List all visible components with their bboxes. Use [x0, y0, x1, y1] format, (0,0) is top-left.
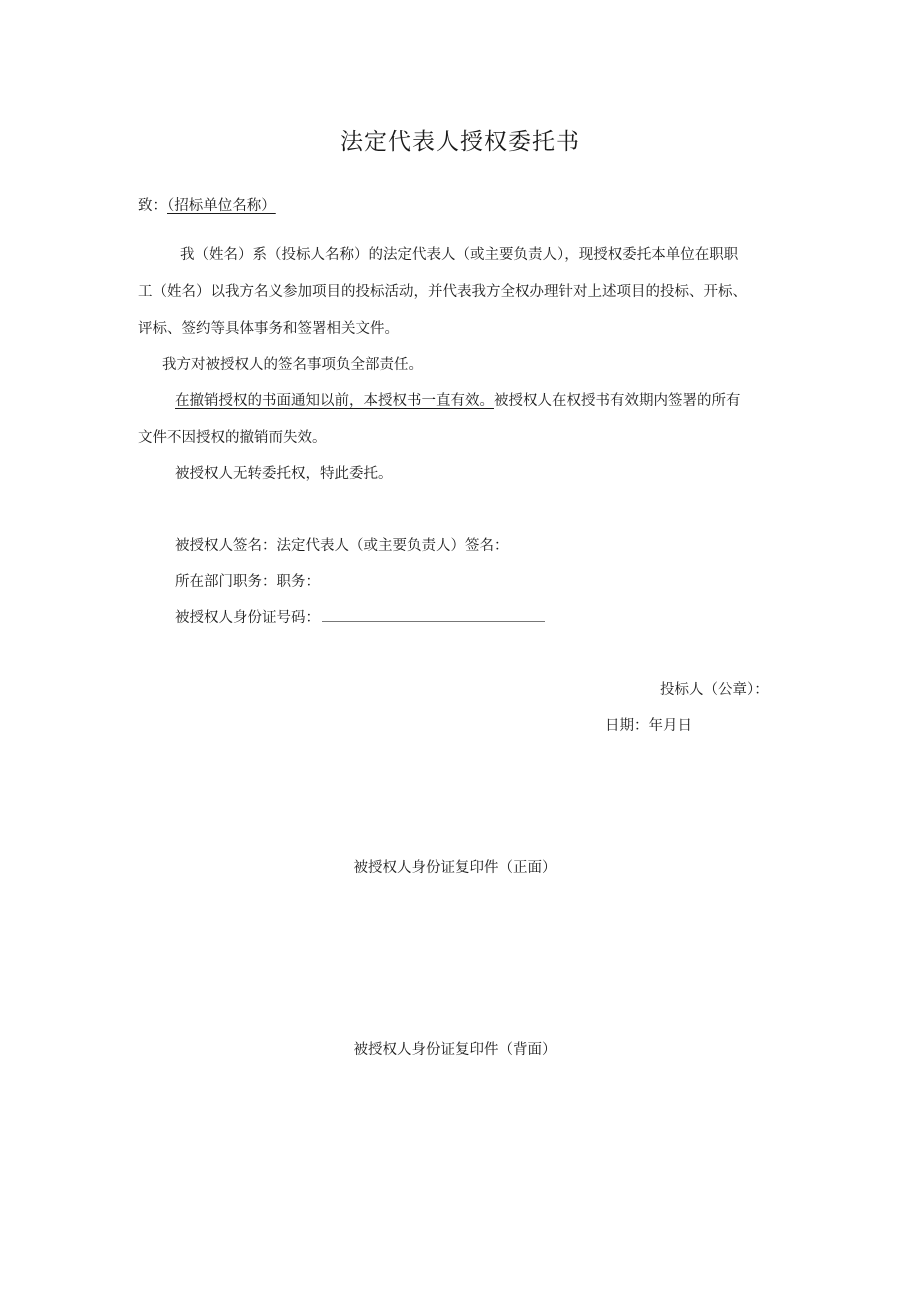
paragraph-1-line-1: 我（姓名）系（投标人名称）的法定代表人（或主要负责人），现授权委托本单位在职职 [180, 247, 739, 263]
addressee-label: 致： [138, 198, 167, 214]
id-number-label: 被授权人身份证号码： [175, 610, 320, 626]
department-line: 所在部门职务：职务： [175, 574, 320, 590]
addressee-line [138, 194, 276, 215]
addressee-value: （招标单位名称） [167, 198, 276, 214]
validity-clause: 在撤销授权的书面通知以前，本授权书一直有效。 [175, 393, 494, 409]
paragraph-3-line-2: 文件不因授权的撤销而失效。 [138, 430, 327, 446]
date-line: 日期：年月日 [605, 718, 692, 734]
paragraph-4: 被授权人无转委托权，特此委托。 [175, 466, 393, 482]
id-number-blank [322, 620, 545, 622]
signatures-line: 被授权人签名：法定代表人（或主要负责人）签名： [175, 538, 509, 554]
paragraph-1-line-3: 评标、签约等具体事务和签署相关文件。 [138, 321, 399, 337]
id-back-caption: 被授权人身份证复印件（背面） [353, 1042, 557, 1058]
bidder-seal-line: 投标人（公章）： [660, 682, 769, 698]
id-front-caption: 被授权人身份证复印件（正面） [353, 860, 557, 876]
document-title: 法定代表人授权委托书 [340, 129, 580, 155]
paragraph-2: 我方对被授权人的签名事项负全部责任。 [162, 357, 423, 373]
paragraph-1-line-2: 工（姓名）以我方名义参加项目的投标活动，并代表我方全权办理针对上述项目的投标、开标、 [138, 284, 747, 300]
paragraph-3-line-1 [175, 389, 741, 410]
id-number-line [175, 606, 545, 627]
validity-clause-rest: 被授权人在权授书有效期内签署的所有 [494, 393, 741, 409]
